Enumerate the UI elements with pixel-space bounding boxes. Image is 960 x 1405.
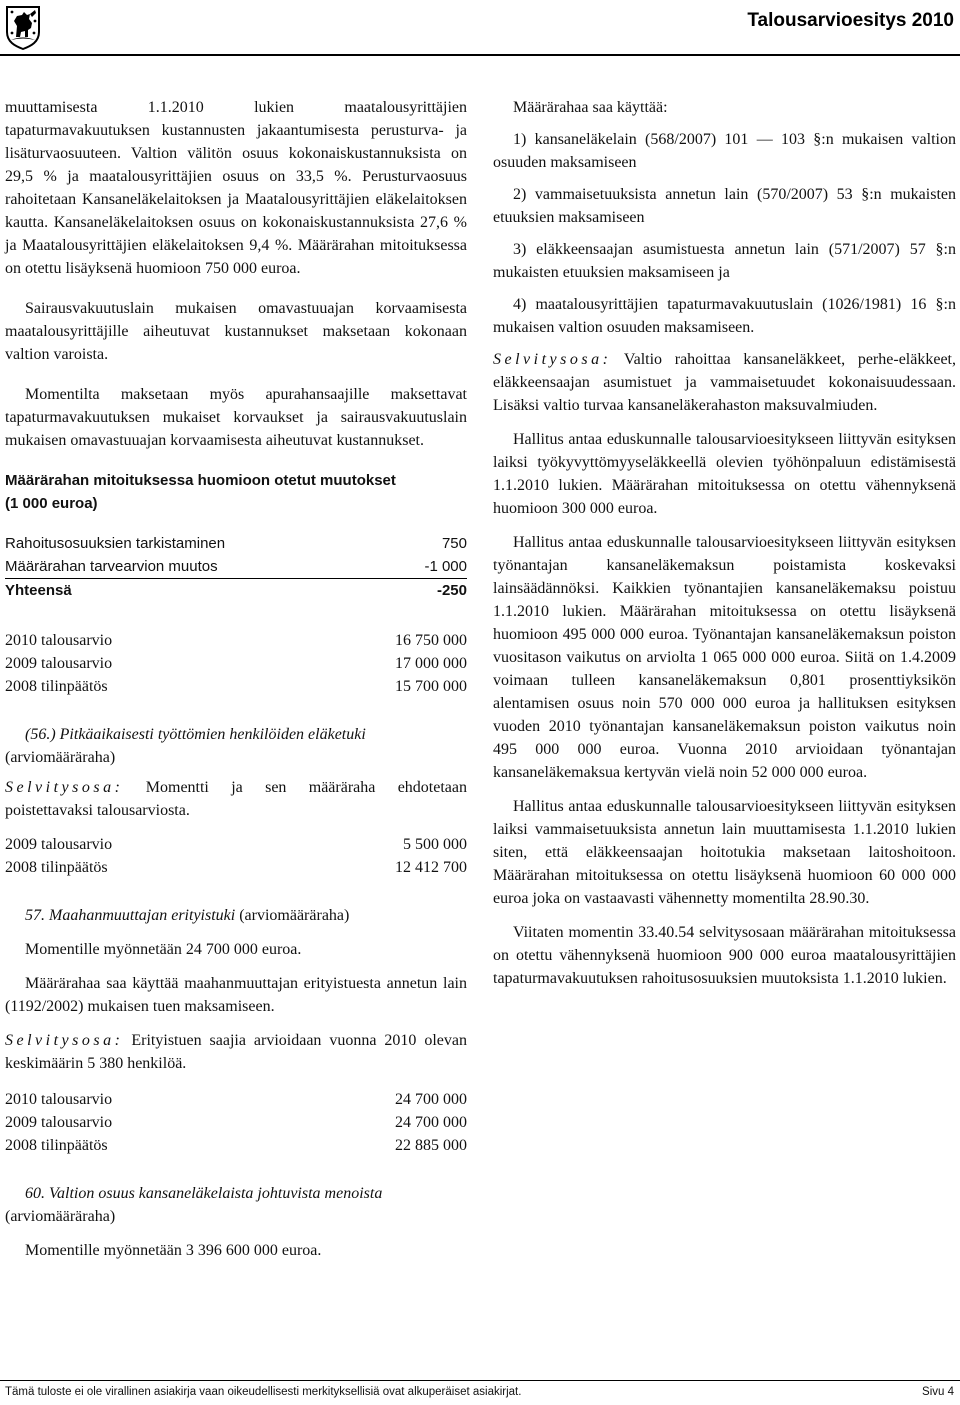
row-label: Rahoitusosuuksien tarkistaminen — [5, 535, 226, 552]
row-value: 750 — [441, 535, 467, 552]
table-row — [5, 833, 467, 856]
paragraph: Sairausvakuutuslain mukaisen omavastuuajan korvaamisesta maatalousyrittäjille aiheutuvat kustannukset maksetaan kokonaan valtion varoista. — [5, 300, 467, 363]
section-heading-56 — [5, 723, 467, 769]
section-heading-60 — [5, 1182, 467, 1228]
budget-table — [5, 1088, 467, 1157]
row-value: 17 000 000 — [395, 655, 467, 672]
section-title: Pitkäaikaisesti työttömien henkilöiden eläketuki — [59, 726, 366, 743]
row-label: 2008 tilinpäätös — [5, 859, 108, 876]
selvitysosa-paragraph — [5, 776, 467, 822]
row-label: 2009 talousarvio — [5, 1114, 113, 1131]
selvitysosa-text: Valtio rahoittaa kansaneläkkeet, perhe-eläkkeet, eläkkeensaajan asumistuet ja vammaisetuudet kokonaisuudessaan. Lisäksi valtio turvaa kansaneläkerahaston maksuvalmiuden. — [493, 351, 956, 414]
budget-table — [5, 833, 467, 879]
table-row — [5, 555, 467, 579]
paragraph: Hallitus antaa eduskunnalle talousarvioesitykseen liittyvän esityksen laiksi työkyvyttömyyseläkkeellä olevien työhönpaluun edistämisestä 1.1.2010 lukien. Määrärahan mitoituksessa on otettu vähennyksenä huomioon 300 000 euroa. — [493, 431, 956, 517]
paragraph: Hallitus antaa eduskunnalle talousarvioesitykseen liittyvän esityksen työnantajan kansaneläkemaksun poistamista koskevaksi lainsäädännöksi. Kaikkien työnantajien kansaneläkemaksu poistuu 1.1.2010 lukien. Määrärahan mitoituksessa on otettu lisäyksenä huomioon 495 000 000 euroa. Työnantajan kansaneläkemaksun poiston vuositason vaikutus on arviolta 1 065 000 000 euroa. Siitä on 1.4.2009 voimaan tulleen kansaneläkemaksun 0,801 prosenttiyksikön alentamisen osuus noin 570 000 000 euroa ja hallituksen esityksen vuoden 2010 työnantajan kansaneläkemaksun poiston vaikutus noin 495 000 000 euroa. Vuonna 2010 arvioidaan työnantajan kansaneläkemaksua kertyvän vielä noin 52 000 000 euroa. — [493, 534, 956, 781]
row-label: 2009 talousarvio — [5, 655, 113, 672]
total-value: -250 — [436, 582, 467, 599]
page-header — [0, 0, 960, 55]
table-row — [5, 856, 467, 879]
table-row — [5, 629, 467, 652]
page-number: Sivu 4 — [922, 1386, 954, 1398]
paragraph: muuttamisesta 1.1.2010 lukien maatalousyrittäjien tapaturmavakuutuksen kustannusten jakaantumisesta perusturva- ja lisäturvaosuuteen. Valtion välitön osuus kokonaiskustannuksista on 29,5 % ja maatalousyrittäjien osuus on 33,5 %. Perusturvaosuus rahoitetaan Kansaneläkelaitoksen ja Maatalousyrittäjien eläkelaitoksen kautta. Kansaneläkelaitoksen osuus on kokonaiskustannuksista 27,6 % ja Maatalousyrittäjien eläkelaitoksen 9,4 %. Määrärahan mitoituksessa on otettu lisäyksenä huomioon 750 000 euroa. — [5, 99, 467, 277]
row-value: 5 500 000 — [403, 836, 467, 853]
section-type: (arviomääräraha) — [5, 749, 116, 766]
selvitysosa-paragraph — [5, 1029, 467, 1075]
changes-table — [5, 532, 467, 602]
selvitysosa-text: Erityistuen saajia arvioidaan vuonna 2010 olevan keskimäärin 5 380 henkilöä. — [5, 1032, 468, 1072]
footer-disclaimer: Tämä tuloste ei ole virallinen asiakirja vaan oikeudellisesti merkityksellisiä ovat alkuperäiset asiakirjat. — [5, 1386, 522, 1398]
selvitysosa-text: Momentti ja sen määräraha ehdotetaan poistettavaksi talousarviosta. — [5, 779, 468, 819]
paragraph: Määrärahaa saa käyttää maahanmuuttajan erityistuesta annetun lain (1192/2002) mukaisen tuen maksamiseen. — [5, 975, 467, 1015]
list-item: 2) vammaisetuuksista annetun lain (570/2007) 53 §:n mukaisten etuuksien maksamiseen — [493, 186, 956, 226]
row-label: 2009 talousarvio — [5, 836, 113, 853]
section-title: Valtion osuus kansaneläkelaista johtuvista menoista — [49, 1185, 383, 1202]
paragraph: Viitaten momentin 33.40.54 selvitysosaan määrärahan mitoituksessa on otettu vähennyksenä huomioon 900 000 euroa maatalousyrittäjien tapaturmavakuutuksen rahoitusosuuksien muutoksista 1.1.2010 lukien. — [493, 924, 956, 987]
selvitysosa-label: Selvitysosa: — [493, 351, 612, 368]
row-value: 16 750 000 — [395, 632, 467, 649]
paragraph: Momentilta maksetaan myös apurahansaajille maksettavat tapaturmavakuutuksen mukaiset korvaukset ja sairausvakuutuslain mukaisen omavastuuajan korvaamisesta aiheutuvat kustannukset. — [5, 386, 467, 449]
paragraph: Hallitus antaa eduskunnalle talousarvioesitykseen liittyvän esityksen laiksi vammaisetuuksista annetun lain muuttamisesta 1.1.2010 lukien siten, että eläkkeensaajan hoitotukia maksetaan laitoshoitoon. Määrärahan mitoituksessa on otettu lisäyksenä huomioon 60 000 000 euroa joka on vastaavasti vähennetty momentilta 28.90.30. — [493, 798, 956, 907]
table-row — [5, 675, 467, 698]
paragraph: Momentille myönnetään 3 396 600 000 euroa. — [25, 1242, 322, 1259]
row-label: 2008 tilinpäätös — [5, 1137, 108, 1154]
right-column — [493, 96, 956, 990]
table-row — [5, 1088, 467, 1111]
list-item: 4) maatalousyrittäjien tapaturmavakuutuslain (1026/1981) 16 §:n mukaisen valtion osuuden maksamiseen. — [493, 296, 956, 336]
total-row — [5, 579, 467, 603]
list-item: 1) kansaneläkelain (568/2007) 101 — 103 §:n mukaisen valtion osuuden maksamiseen — [493, 131, 956, 171]
changes-heading — [5, 469, 467, 515]
total-label: Yhteensä — [5, 582, 72, 599]
row-value: 22 885 000 — [395, 1137, 467, 1154]
list-item: 3) eläkkeensaajan asumistuesta annetun lain (571/2007) 57 §:n mukaisten etuuksien maksamiseen ja — [493, 241, 956, 281]
row-label: Määrärahan tarvearvion muutos — [5, 558, 218, 575]
section-heading-57 — [5, 904, 467, 927]
row-value: 24 700 000 — [395, 1114, 467, 1131]
section-number: 60. — [25, 1185, 45, 1202]
table-row — [5, 532, 467, 555]
budget-table — [5, 629, 467, 698]
section-type: (arviomääräraha) — [239, 907, 350, 924]
row-value: 12 412 700 — [395, 859, 467, 876]
left-column — [5, 96, 467, 1262]
section-title: Maahanmuuttajan erityistuki — [49, 907, 236, 924]
header-divider — [0, 54, 960, 56]
row-value: 15 700 000 — [395, 678, 467, 695]
table-row — [5, 1111, 467, 1134]
document-title: Talousarvioesitys 2010 — [747, 10, 954, 31]
footer-divider — [0, 1380, 960, 1381]
row-value: 24 700 000 — [395, 1091, 467, 1108]
row-label: 2010 talousarvio — [5, 632, 113, 649]
section-type: (arviomääräraha) — [5, 1208, 116, 1225]
selvitysosa-paragraph — [493, 348, 956, 417]
row-label: 2010 talousarvio — [5, 1091, 113, 1108]
changes-unit: (1 000 euroa) — [5, 495, 98, 512]
paragraph: Määrärahaa saa käyttää: — [513, 99, 668, 116]
row-value: -1 000 — [424, 558, 467, 575]
section-number: 57. — [25, 907, 45, 924]
selvitysosa-label: Selvitysosa: — [5, 779, 124, 796]
selvitysosa-label: Selvitysosa: — [5, 1032, 124, 1049]
table-row — [5, 652, 467, 675]
section-number: (56.) — [25, 726, 56, 743]
row-label: 2008 tilinpäätös — [5, 678, 108, 695]
changes-heading-text: Määrärahan mitoituksessa huomioon otetut muutokset — [5, 472, 396, 489]
page-footer — [5, 1386, 954, 1398]
paragraph: Momentille myönnetään 24 700 000 euroa. — [25, 941, 302, 958]
table-row — [5, 1134, 467, 1157]
finnish-lion-coat-of-arms-icon — [4, 4, 42, 50]
